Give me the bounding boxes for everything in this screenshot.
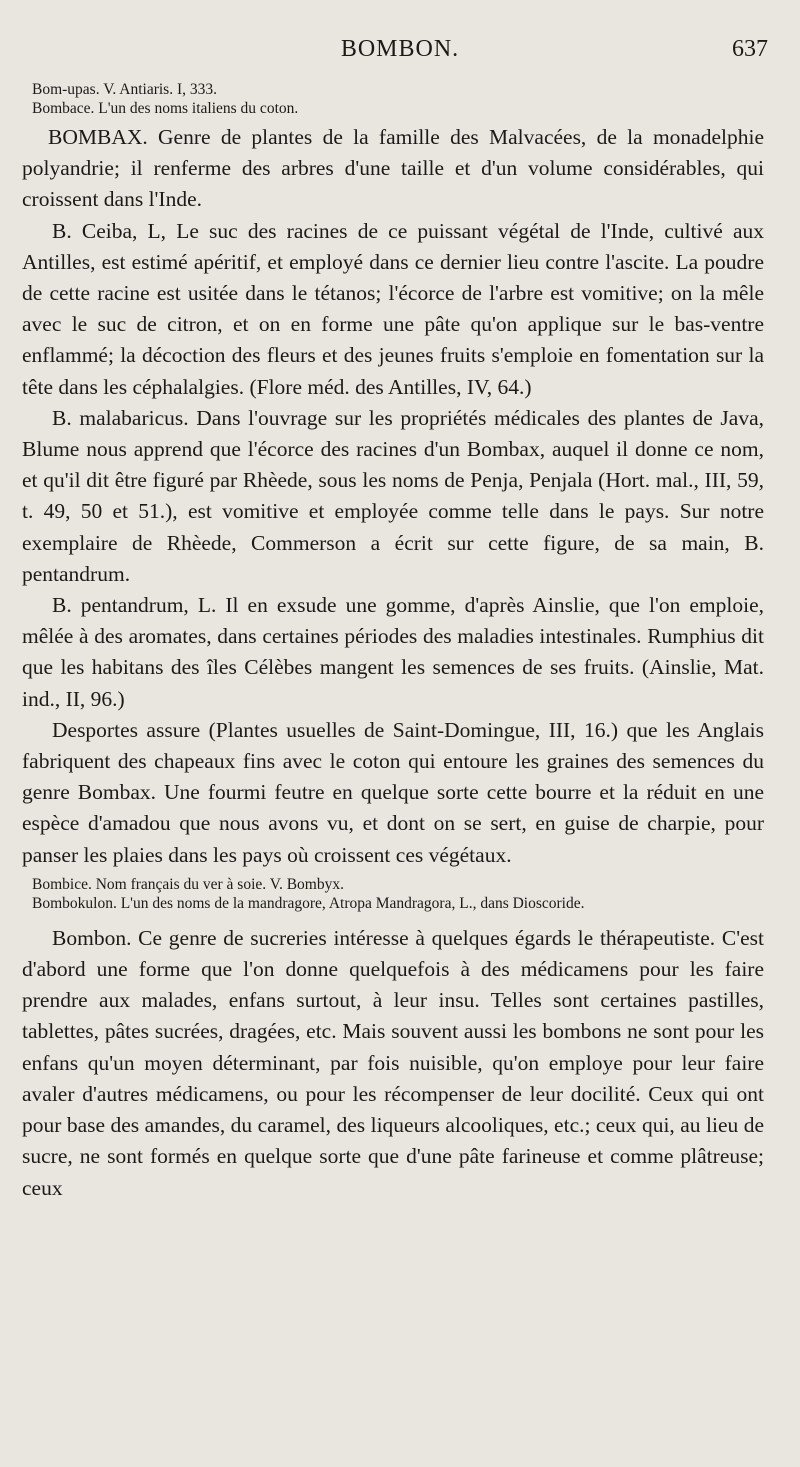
entry-bombace: Bombace. L'un des noms italiens du coton. [32, 100, 299, 117]
entry-bombice: Bombice. Nom français du ver à soie. V. Bombyx. [32, 875, 344, 893]
entry-b-pentandrum: B. pentandrum, L. Il en exsude une gomme, d'après Ainslie, que l'on emploie, mêlée à des aromates, dans certaines périodes des maladies intestinales. Rumphius dit que les habitans des îles Célèbes mangent les semences de ses fruits. (Ainslie, Mat. ind., II, 96.) [22, 593, 764, 711]
running-title: BOMBON. [340, 36, 460, 62]
entry-desportes: Desportes assure (Plantes usuelles de Saint-Domingue, III, 16.) que les Anglais fabriquent des chapeaux fins avec le coton qui entoure les graines des semences du genre Bombax. Une fourmi feutre en quelque sorte cette bourre et la réduit en une espèce d'amadou que nous avons vu, et dont on se sert, en guise de charpie, pour panser les plaies dans les pays où croissent ces végétaux. [22, 717, 764, 867]
dictionary-column [22, 80, 764, 1204]
entry-bombokulon: Bombokulon. L'un des noms de la mandragore, Atropa Mandragora, L., dans Dioscoride. [32, 894, 585, 912]
entry-b-ceiba: B. Ceiba, L, Le suc des racines de ce puissant végétal de l'Inde, cultivé aux Antilles, est estimé apéritif, et employé dans ce dernier lieu contre l'ascite. La poudre de cette racine est usitée dans le tétanos; l'écorce de l'arbre est vomitive; on la mêle avec le suc de citron, et on en forme une pâte qu'on applique sur le bas-ventre enflammé; la décoction des fleurs et des jeunes fruits s'emploie en fomentation sur la tête dans les céphalalgies. (Flore méd. des Antilles, IV, 64.) [22, 218, 764, 399]
entry-bombax: BOMBAX. Genre de plantes de la famille des Malvacées, de la monadelphie polyandrie; il renferme des arbres d'une taille et d'un volume considérables, qui croissent dans l'Inde. [22, 125, 764, 212]
page-header [0, 36, 800, 76]
entry-bom-upas: Bom-upas. V. Antiaris. I, 333. [32, 81, 218, 98]
entry-b-malabaricus: B. malabaricus. Dans l'ouvrage sur les propriétés médicales des plantes de Java, Blume nous apprend que l'écorce des racines d'un Bombax, auquel il donne ce nom, et qu'il dit être figuré par Rhèede, sous les noms de Penja, Penjala (Hort. mal., III, 59, t. 49, 50 et 51.), est vomitive et employée comme telle dans le pays. Sur notre exemplaire de Rhèede, Commerson a écrit sur cette figure, de sa main, B. pentandrum. [22, 405, 764, 586]
entry-bombon: Bombon. Ce genre de sucreries intéresse à quelques égards le thérapeutiste. C'est d'abord une forme que l'on donne quelquefois à des médicamens pour les faire prendre aux malades, enfans surtout, à leur insu. Telles sont certaines pastilles, tablettes, pâtes sucrées, dragées, etc. Mais souvent aussi les bombons ne sont pour les enfans qu'un moyen déterminant, par fois nuisible, qu'on employe pour leur faire avaler d'autres médicamens, ou pour les récompenser de leur docilité. Ceux qui ont pour base des amandes, du caramel, des liqueurs alcooliques, etc.; ceux qui, au lieu de sucre, ne sont formés en quelque sorte que d'une pâte farineuse et comme plâtreuse; ceux [22, 925, 764, 1200]
page-number: 637 [732, 36, 768, 62]
